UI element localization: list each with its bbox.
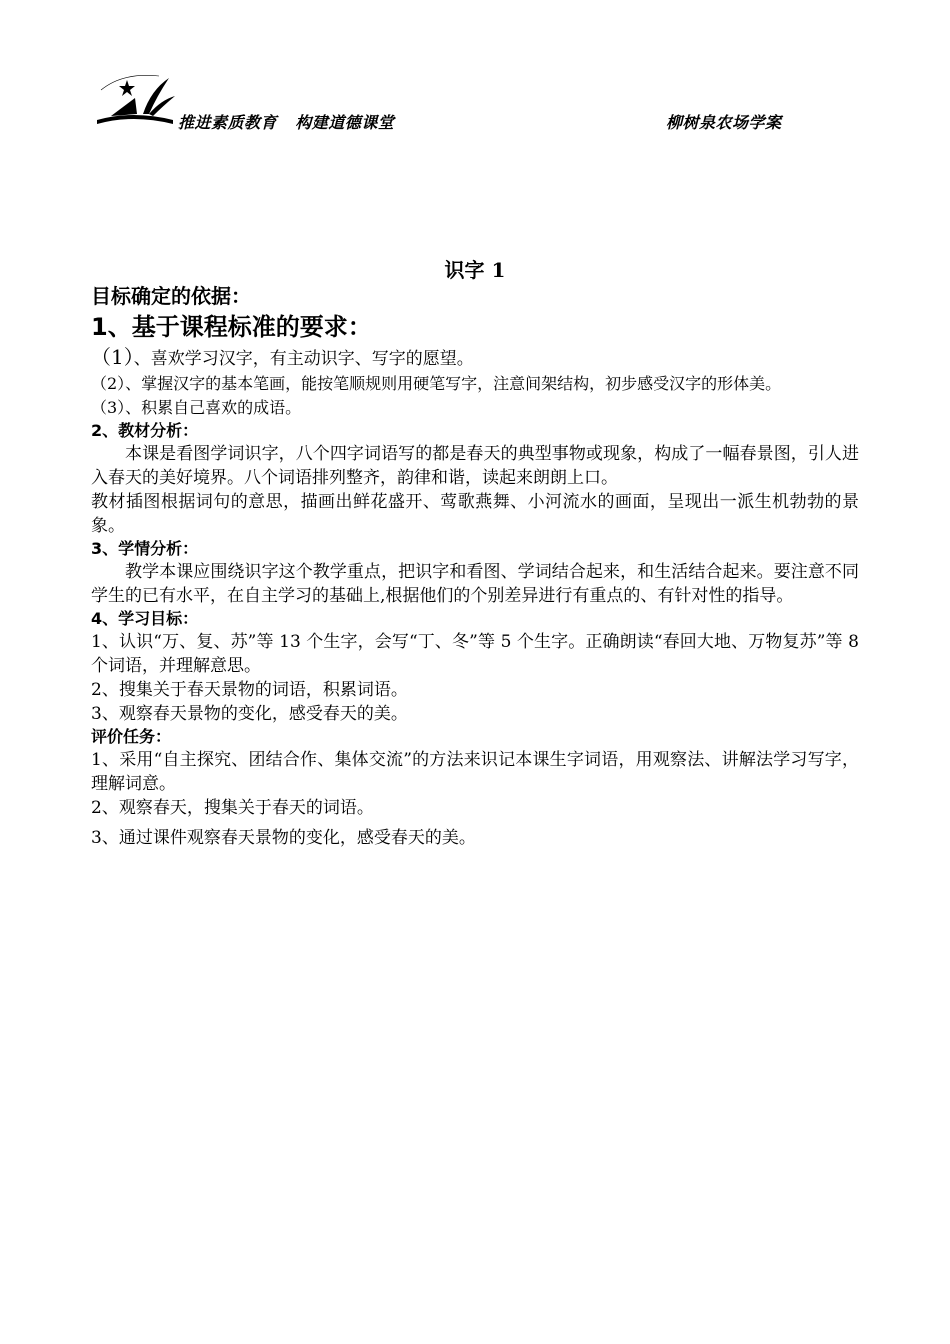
section1-item1 (91, 344, 859, 372)
page-title: 识字 1 (444, 258, 506, 282)
section1-heading: 1、基于课程标准的要求： (91, 313, 372, 341)
section3-paragraph-1: 教学本课应围绕识字这个教学重点，把识字和看图、学词结合起来，和生活结合起来。要注意不同学生的已有水平，在自主学习的基础上,根据他们的个别差异进行有重点的、有针对性的指导。 (91, 562, 859, 606)
header-school-name: 柳树泉农场学案 (666, 113, 782, 132)
header-slogan: 推进素质教育 构建道德课堂 (178, 113, 395, 132)
section1-item1-text: 、喜欢学习汉字，有主动识字、写字的愿望。 (133, 349, 474, 369)
section5-item-1: 1、采用“自主探究、团结合作、集体交流”的方法来识记本课生字词语，用观察法、讲解法学习写字，理解词意。 (91, 750, 859, 794)
section1-item2: （2）、掌握汉字的基本笔画，能按笔顺规则用硬笔写字，注意间架结构，初步感受汉字的形体美。 (91, 374, 782, 393)
section1-item3: （3）、积累自己喜欢的成语。 (91, 398, 302, 417)
section4-item-3: 3、观察春天景物的变化，感受春天的美。 (91, 704, 408, 724)
section5-item-3: 3、通过课件观察春天景物的变化，感受春天的美。 (91, 828, 476, 848)
section-basis-heading: 目标确定的依据： (91, 284, 251, 308)
section1-item1-number: （1） (91, 345, 134, 369)
section3-heading: 3、学情分析： (91, 539, 199, 558)
document-body (91, 282, 859, 850)
section4-heading: 4、学习目标： (91, 609, 199, 628)
section4-item-2: 2、搜集关于春天景物的词语，积累词语。 (91, 680, 408, 700)
section2-paragraph-1: 本课是看图学词识字，八个四字词语写的都是春天的典型事物或现象，构成了一幅春景图，引人进入春天的美好境界。八个词语排列整齐，韵律和谐，读起来朗朗上口。 (91, 444, 859, 488)
school-logo (93, 70, 177, 128)
section2-heading: 2、教材分析： (91, 421, 199, 440)
section5-item-2: 2、观察春天，搜集关于春天的词语。 (91, 798, 374, 818)
section5-heading: 评价任务： (91, 727, 172, 746)
section4-item-1: 1、认识“万、复、苏”等 13 个生字，会写“丁、冬”等 5 个生字。正确朗读“春回大地、万物复苏”等 8 个词语，并理解意思。 (91, 632, 859, 676)
section2-paragraph-2: 教材插图根据词句的意思，描画出鲜花盛开、莺歌燕舞、小河流水的画面，呈现出一派生机勃勃的景象。 (91, 492, 859, 536)
